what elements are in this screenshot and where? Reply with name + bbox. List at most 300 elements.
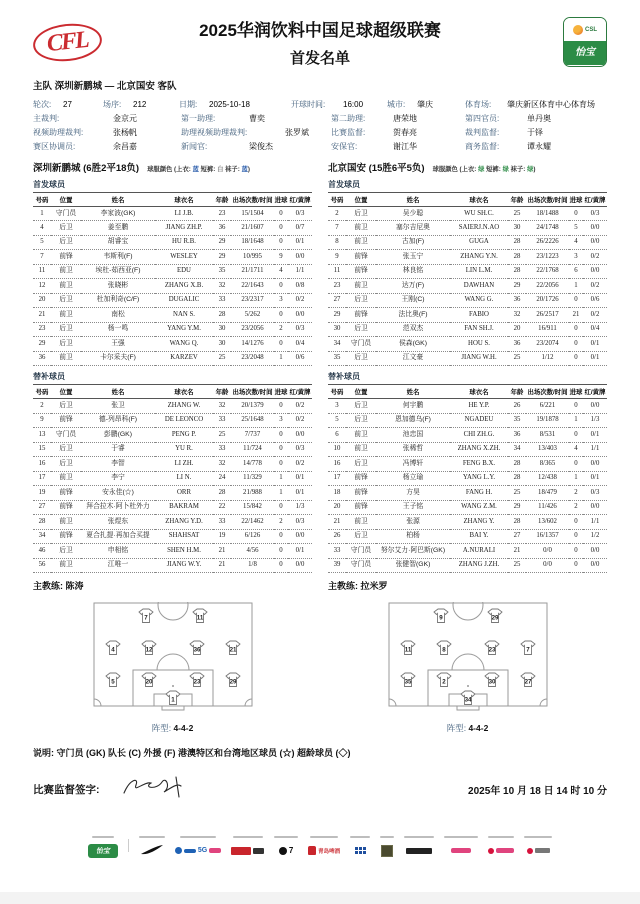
cfl-logo-text: CFL — [31, 20, 103, 64]
player-row — [328, 486, 607, 500]
player-cell: 前锋 — [346, 264, 376, 278]
player-cell: WANG Z.M. — [450, 500, 508, 514]
player-row — [328, 322, 607, 336]
player-cell: 27 — [328, 293, 346, 307]
player-cell: 21 — [33, 308, 51, 322]
player-cell: 1 — [569, 279, 583, 293]
player-cell: 王刚(C) — [376, 293, 450, 307]
player-cell: 32 — [213, 279, 231, 293]
player-cell: 23/2074 — [526, 337, 569, 351]
player-cell: 2 — [274, 322, 288, 336]
player-cell: 0/1 — [583, 471, 607, 485]
player-shirt — [190, 673, 204, 687]
kit-colors: 球服颜色 (上衣: 蓝 短裤: 白 袜子: 蓝) — [147, 166, 250, 173]
player-cell: 11/329 — [231, 471, 274, 485]
player-cell: DE LEONCO — [155, 413, 213, 427]
player-cell: 0 — [569, 322, 583, 336]
player-cell: 杨一鸣 — [81, 322, 155, 336]
player-cell: 0/0 — [583, 457, 607, 471]
photo-icon — [527, 848, 533, 854]
player-cell: 18/1488 — [526, 207, 569, 221]
player-cell: WU SH.C. — [450, 207, 508, 221]
player-cell: 22 — [213, 500, 231, 514]
player-cell: 32 — [213, 399, 231, 413]
player-cell: 前锋 — [346, 308, 376, 322]
red-dot-icon — [488, 848, 494, 854]
player-row — [33, 207, 312, 221]
player-cell: 30 — [328, 322, 346, 336]
players-table — [328, 384, 607, 573]
player-cell: 0 — [274, 235, 288, 249]
player-cell: ORR — [155, 486, 213, 500]
player-cell: 8/365 — [526, 457, 569, 471]
player-cell: 后卫 — [51, 293, 81, 307]
player-cell: 36 — [508, 428, 526, 442]
player-cell: 21/988 — [231, 486, 274, 500]
player-cell: PENG P. — [155, 428, 213, 442]
player-cell: 39 — [328, 558, 346, 572]
player-cell: 0/0 — [288, 529, 312, 543]
sponsor-media — [231, 836, 264, 858]
player-cell: 22/1643 — [231, 279, 274, 293]
player-row — [33, 264, 312, 278]
player-row — [33, 351, 312, 365]
player-cell: 25 — [508, 207, 526, 221]
player-cell: 0 — [569, 544, 583, 558]
player-cell: 3 — [274, 413, 288, 427]
player-cell: 6/221 — [526, 399, 569, 413]
player-cell: FAN SH.J. — [450, 322, 508, 336]
player-row — [33, 337, 312, 351]
player-cell: 1 — [569, 413, 583, 427]
player-cell: 何宇鹏 — [376, 399, 450, 413]
player-cell: 19/1878 — [526, 413, 569, 427]
player-cell: 江文豪 — [376, 351, 450, 365]
col-header: 球衣名 — [450, 385, 508, 399]
player-cell: 23 — [33, 322, 51, 336]
sponsor-nike — [139, 836, 165, 858]
player-cell: 前卫 — [51, 471, 81, 485]
col-header: 红/黄牌 — [288, 193, 312, 207]
player-cell: 后卫 — [346, 413, 376, 427]
player-cell: CHI ZH.G. — [450, 428, 508, 442]
sponsor-bank — [350, 836, 370, 858]
player-cell: 9 — [328, 250, 346, 264]
player-cell: 后卫 — [346, 529, 376, 543]
player-cell: 4 — [33, 221, 51, 235]
player-cell: 0/4 — [583, 322, 607, 336]
svg-text:7: 7 — [525, 646, 530, 654]
player-cell: 8/531 — [526, 428, 569, 442]
player-cell: ZHANG Y.D. — [155, 515, 213, 529]
player-cell: 23 — [328, 279, 346, 293]
player-cell: 0/0 — [288, 308, 312, 322]
player-cell: 守门员 — [51, 207, 81, 221]
player-cell: 56 — [33, 558, 51, 572]
player-row — [33, 279, 312, 293]
player-cell: 30 — [213, 322, 231, 336]
player-cell: 0 — [569, 399, 583, 413]
signature-label: 比赛监督签字: — [33, 784, 100, 797]
player-cell: 前锋 — [51, 413, 81, 427]
player-cell: 后卫 — [51, 337, 81, 351]
page-subtitle: 首发名单 — [289, 50, 350, 67]
svg-text:8: 8 — [441, 646, 446, 654]
col-header: 出场次数/时间 — [526, 385, 569, 399]
player-cell: 3 — [569, 250, 583, 264]
player-row — [328, 235, 607, 249]
player-row — [328, 279, 607, 293]
player-cell: 侯森(GK) — [376, 337, 450, 351]
player-cell: 0/2 — [288, 413, 312, 427]
col-header: 姓名 — [376, 385, 450, 399]
player-cell: 12 — [33, 279, 51, 293]
player-cell: 35 — [508, 413, 526, 427]
player-cell: 0/2 — [288, 399, 312, 413]
player-shirt — [193, 609, 207, 623]
player-cell: 0/1 — [583, 428, 607, 442]
player-cell: 27 — [508, 529, 526, 543]
player-shirt — [434, 609, 448, 623]
player-shirt — [226, 673, 240, 687]
player-cell: 18/479 — [526, 486, 569, 500]
signature-row — [33, 773, 607, 806]
player-shirt — [461, 691, 475, 705]
player-cell: 张玉宁 — [376, 250, 450, 264]
player-cell: 前锋 — [346, 486, 376, 500]
svg-text:20: 20 — [145, 678, 152, 686]
sponsor-pink-2 — [488, 836, 514, 858]
col-header: 红/黄牌 — [583, 385, 607, 399]
player-cell: 28 — [508, 471, 526, 485]
page-header — [33, 16, 607, 68]
player-cell: 0 — [274, 457, 288, 471]
player-cell: 11 — [33, 264, 51, 278]
player-cell: WANG Q. — [155, 337, 213, 351]
player-cell: FABIO — [450, 308, 508, 322]
starters-label: 首发球员 — [328, 180, 360, 189]
player-cell: HE Y.P. — [450, 399, 508, 413]
player-row — [328, 337, 607, 351]
player-row — [328, 413, 607, 427]
player-cell: 29 — [328, 308, 346, 322]
player-cell: 25 — [508, 486, 526, 500]
col-header: 号码 — [328, 385, 346, 399]
player-cell: 德-列昂科(F) — [81, 413, 155, 427]
player-cell: JIANG ZH.P. — [155, 221, 213, 235]
players-table — [33, 192, 312, 366]
sponsor-olive — [380, 836, 394, 858]
player-cell: 15/842 — [231, 500, 274, 514]
player-cell: 0 — [274, 428, 288, 442]
player-shirt — [142, 641, 156, 655]
player-cell: 18 — [328, 486, 346, 500]
player-cell: LI J.B. — [155, 207, 213, 221]
player-cell: 前锋 — [51, 250, 81, 264]
player-cell: 埃杜-茹西亚(F) — [81, 264, 155, 278]
player-cell: 1/3 — [583, 413, 607, 427]
player-cell: LIN L.M. — [450, 264, 508, 278]
player-cell: 16 — [33, 457, 51, 471]
player-cell: 20/1726 — [526, 293, 569, 307]
player-cell: 0/0 — [583, 221, 607, 235]
player-cell: 28 — [508, 250, 526, 264]
player-cell: 20 — [508, 322, 526, 336]
meta-field: 第一助理: 曹奕 — [181, 114, 265, 123]
player-cell: 前卫 — [346, 428, 376, 442]
player-cell: 9 — [33, 413, 51, 427]
player-cell: 7/737 — [231, 428, 274, 442]
player-cell: 前卫 — [51, 351, 81, 365]
player-cell: 3 — [274, 293, 288, 307]
player-cell: 15/1504 — [231, 207, 274, 221]
player-cell: 守门员 — [346, 337, 376, 351]
player-cell: 0/4 — [288, 337, 312, 351]
meta-field: 场序: 212 — [103, 100, 147, 109]
player-cell: 25 — [213, 351, 231, 365]
col-header: 姓名 — [81, 385, 155, 399]
player-row — [328, 457, 607, 471]
player-cell: KARZEV — [155, 351, 213, 365]
player-shirt — [437, 641, 451, 655]
player-row — [33, 558, 312, 572]
player-cell: 姜至鹏 — [81, 221, 155, 235]
meta-field: 开球时间: 16:00 — [291, 100, 364, 109]
player-row — [33, 500, 312, 514]
player-cell: 28 — [508, 457, 526, 471]
player-cell: A.NURALI — [450, 544, 508, 558]
player-row — [328, 471, 607, 485]
player-row — [33, 221, 312, 235]
player-cell: 吴少聪 — [376, 207, 450, 221]
player-cell: 守门员 — [346, 558, 376, 572]
col-header: 位置 — [346, 193, 376, 207]
player-cell: 范双杰 — [376, 322, 450, 336]
col-header: 红/黄牌 — [583, 193, 607, 207]
player-cell: 0/3 — [288, 442, 312, 456]
player-cell: HU R.B. — [155, 235, 213, 249]
player-cell: 5 — [33, 235, 51, 249]
tsingtao-text: 青岛啤酒 — [318, 848, 341, 855]
player-cell: 李宁 — [81, 471, 155, 485]
meta-field: 视频助理裁判: 张杨帆 — [33, 128, 137, 137]
player-cell: 后卫 — [346, 351, 376, 365]
player-row — [328, 442, 607, 456]
col-header: 红/黄牌 — [288, 385, 312, 399]
player-cell: 0 — [274, 442, 288, 456]
meta-field: 第四官员: 单丹奥 — [465, 114, 551, 123]
player-cell: 前锋 — [51, 529, 81, 543]
kit-colors: 球服颜色 (上衣: 绿 短裤: 绿 袜子: 绿) — [432, 166, 536, 173]
player-cell: 32 — [213, 457, 231, 471]
black-wordmark-logo — [406, 848, 432, 854]
players-table — [328, 192, 607, 366]
player-cell: 21 — [213, 544, 231, 558]
formation-value: 4-4-2 — [468, 723, 489, 734]
player-row — [328, 558, 607, 572]
player-cell: 1/12 — [526, 351, 569, 365]
player-cell: 0/2 — [288, 293, 312, 307]
col-header: 球衣名 — [155, 193, 213, 207]
player-cell: 8 — [328, 235, 346, 249]
meta-row — [33, 126, 607, 140]
player-cell: 16/911 — [526, 322, 569, 336]
player-cell: 0/1 — [583, 351, 607, 365]
player-cell: 11 — [328, 264, 346, 278]
player-cell: DAWHAN — [450, 279, 508, 293]
player-cell: 36 — [33, 351, 51, 365]
player-shirt — [401, 641, 415, 655]
player-cell: 0 — [569, 515, 583, 529]
col-header: 进球 — [274, 193, 288, 207]
player-cell: 20/1379 — [231, 399, 274, 413]
player-cell: 16/1357 — [526, 529, 569, 543]
player-cell: 34 — [33, 529, 51, 543]
pitch-diagram — [93, 602, 253, 714]
player-row — [33, 293, 312, 307]
player-cell: 21 — [508, 544, 526, 558]
player-cell: 后卫 — [346, 293, 376, 307]
player-cell: 16 — [328, 457, 346, 471]
player-cell: 后卫 — [51, 544, 81, 558]
player-cell: 22/1462 — [231, 515, 274, 529]
player-cell: ZHANG W. — [155, 399, 213, 413]
player-cell: 柏杨 — [376, 529, 450, 543]
svg-text:34: 34 — [464, 696, 471, 704]
col-header: 出场次数/时间 — [231, 193, 274, 207]
page-title: 2025华润饮料中国足球超级联赛 — [199, 21, 441, 40]
formation-pitch — [328, 602, 607, 719]
player-cell: 6 — [328, 428, 346, 442]
player-cell: 0 — [569, 558, 583, 572]
svg-text:2: 2 — [441, 678, 446, 686]
player-cell: 13 — [33, 428, 51, 442]
player-cell: 46 — [33, 544, 51, 558]
player-cell: GUGA — [450, 235, 508, 249]
player-cell: LI N. — [155, 471, 213, 485]
player-cell: BAKRAM — [155, 500, 213, 514]
team-name: 北京国安 (15胜6平5负) — [328, 163, 425, 174]
player-cell: YU R. — [155, 442, 213, 456]
player-cell: 33 — [213, 442, 231, 456]
col-header: 位置 — [51, 193, 81, 207]
player-cell: 前锋 — [346, 500, 376, 514]
player-cell: 前卫 — [51, 308, 81, 322]
team-name: 深圳新鹏城 (6胜2平18负) — [33, 163, 140, 174]
players-table — [33, 384, 312, 573]
player-cell: 守门员 — [51, 428, 81, 442]
player-row — [328, 428, 607, 442]
player-cell: 努尔艾力·阿巴斯(GK) — [376, 544, 450, 558]
player-cell: 前卫 — [346, 221, 376, 235]
meta-field: 安保官: 谢江华 — [331, 142, 417, 151]
sponsor-yibao — [88, 836, 118, 858]
subs-label: 替补球员 — [328, 372, 360, 382]
player-cell: 25 — [508, 558, 526, 572]
svg-text:30: 30 — [488, 678, 495, 686]
starters-label: 首发球员 — [33, 180, 65, 189]
player-row — [328, 250, 607, 264]
player-cell: 20 — [33, 293, 51, 307]
player-cell: 0/3 — [288, 207, 312, 221]
sponsor-pink-1 — [444, 836, 478, 858]
yibao-logo: 怡宝 — [88, 844, 118, 858]
player-cell: 0/1 — [583, 337, 607, 351]
player-cell: WANG G. — [450, 293, 508, 307]
player-cell: 0/1 — [288, 471, 312, 485]
meta-field: 轮次: 27 — [33, 100, 72, 109]
player-cell: 21 — [213, 558, 231, 572]
player-cell: 14/1276 — [231, 337, 274, 351]
meta-row — [33, 140, 607, 154]
col-header: 球衣名 — [155, 385, 213, 399]
player-cell: 0/0 — [288, 428, 312, 442]
player-cell: 23/2048 — [231, 351, 274, 365]
player-cell: 33 — [213, 293, 231, 307]
player-cell: 林良铭 — [376, 264, 450, 278]
col-header: 年龄 — [213, 193, 231, 207]
col-header: 号码 — [33, 385, 51, 399]
player-cell: 0/2 — [583, 250, 607, 264]
player-cell: 后卫 — [346, 207, 376, 221]
player-cell: 2 — [569, 500, 583, 514]
player-cell: 前卫 — [51, 558, 81, 572]
player-cell: 0/0 — [583, 558, 607, 572]
player-shirt — [521, 673, 535, 687]
player-cell: SHEN H.M. — [155, 544, 213, 558]
player-cell: 29 — [213, 250, 231, 264]
player-cell: 1/1 — [583, 442, 607, 456]
player-cell: 法比奥(F) — [376, 308, 450, 322]
player-cell: 1/2 — [583, 529, 607, 543]
player-cell: 23/2056 — [231, 322, 274, 336]
player-cell: 9 — [274, 250, 288, 264]
col-header: 出场次数/时间 — [231, 385, 274, 399]
svg-text:35: 35 — [404, 678, 411, 686]
player-cell: 26 — [508, 399, 526, 413]
player-cell: 35 — [328, 351, 346, 365]
match-meta — [33, 98, 607, 154]
home-team-column — [33, 160, 312, 734]
player-cell: 12/438 — [526, 471, 569, 485]
player-shirt — [166, 691, 180, 705]
sponsor-wordmark — [404, 836, 434, 858]
col-header: 位置 — [51, 385, 81, 399]
player-cell: 安永佳(☆) — [81, 486, 155, 500]
player-cell: 0/0 — [288, 250, 312, 264]
player-row — [33, 471, 312, 485]
player-cell: 张稀哲 — [376, 442, 450, 456]
player-cell: 5 — [328, 413, 346, 427]
player-cell: NGADEU — [450, 413, 508, 427]
telecom-logo — [184, 849, 196, 853]
player-cell: 0/2 — [583, 308, 607, 322]
player-cell: 0 — [569, 457, 583, 471]
player-cell: 0 — [569, 337, 583, 351]
player-cell: 后卫 — [51, 235, 81, 249]
player-cell: 22/1768 — [526, 264, 569, 278]
bottom-strip — [0, 892, 640, 904]
player-cell: 33 — [213, 515, 231, 529]
player-cell: 29 — [33, 337, 51, 351]
player-cell: 15 — [33, 442, 51, 456]
svg-text:29: 29 — [491, 614, 498, 622]
player-cell: HOU S. — [450, 337, 508, 351]
player-cell: 2 — [274, 515, 288, 529]
player-row — [328, 207, 607, 221]
player-cell: 33 — [328, 544, 346, 558]
col-header: 年龄 — [213, 385, 231, 399]
